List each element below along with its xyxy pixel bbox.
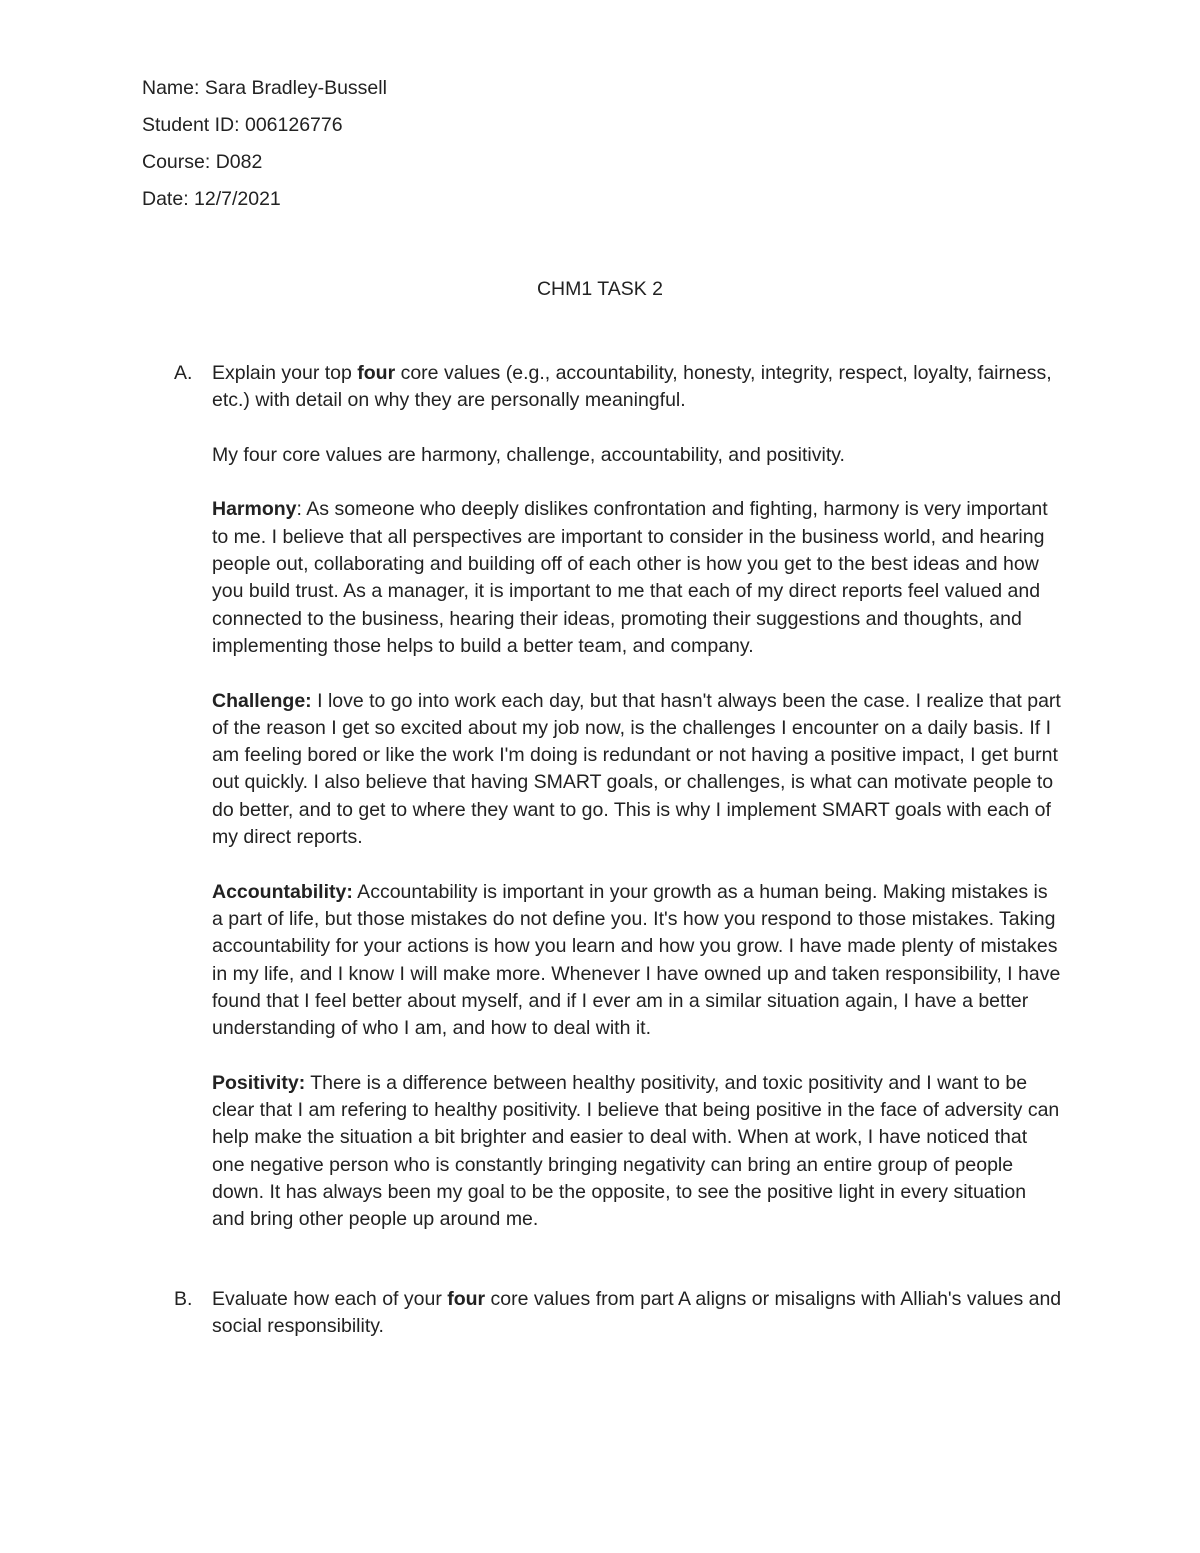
section-b-marker: B. <box>174 1288 193 1310</box>
value-text: I love to go into work each day, but that hasn't always been the case. I realize that part of the reason I get so excited about my job now, is the challenges I encounter on a daily basis. If I am feeling bored or like the work I'm doing is redundant or not having a positive impact, I get burnt out quickly. I also believe that having SMART goals, or challenges, is what can motivate people to do better, and to get to where they want to go. This is why I implement SMART goals with each of my direct reports. <box>212 689 1061 849</box>
section-a-body <box>212 360 1062 1234</box>
section-b-body <box>212 1286 1062 1341</box>
value-label: Accountability: <box>212 880 353 903</box>
value-label: Challenge: <box>212 689 312 712</box>
section-a-marker: A. <box>174 362 193 384</box>
section-b <box>142 1286 1062 1341</box>
submission-date: Date: 12/7/2021 <box>142 188 281 210</box>
section-b-prompt <box>212 1286 1062 1341</box>
value-separator: : <box>296 498 302 521</box>
document-title: CHM1 TASK 2 <box>536 278 664 300</box>
prompt-text: Explain your top <box>212 362 358 384</box>
student-id: Student ID: 006126776 <box>142 114 343 136</box>
value-accountability <box>212 879 1062 1043</box>
prompt-emphasis: four <box>447 1288 486 1310</box>
prompt-text: core values from part A aligns or misaligns with Alliah's values and social responsibility. <box>212 1288 1062 1338</box>
prompt-emphasis: four <box>357 362 396 384</box>
prompt-text: Evaluate how each of your <box>212 1288 448 1310</box>
student-name: Name: Sara Bradley-Bussell <box>142 77 387 99</box>
value-label: Positivity: <box>212 1071 306 1094</box>
value-positivity <box>212 1070 1062 1234</box>
student-info-block <box>142 70 387 218</box>
value-text: As someone who deeply dislikes confrontation and fighting, harmony is very important to me. I believe that all perspectives are important to consider in the business world, and hearing people out, collaborating and building off of each other is how you get to the best ideas and how you build trust. As a manager, it is important to me that each of my direct reports feel valued and connected to the business, hearing their ideas, promoting their suggestions and thoughts, and implementing those helps to build a better team, and company. <box>212 498 1048 657</box>
value-text: There is a difference between healthy positivity, and toxic positivity and I want to be clear that I am refering to healthy positivity. I believe that being positive in the face of adversity can help make the situation a bit brighter and easier to deal with. When at work, I have noticed that one negative person who is constantly bringing negativity can bring an entire group of people down. It has always been my goal to be the opposite, to see the positive light in every situation and bring other people up around me. <box>212 1071 1060 1231</box>
core-values-intro: My four core values are harmony, challenge, accountability, and positivity. <box>212 443 845 466</box>
course-code: Course: D082 <box>142 151 263 173</box>
prompt-text: core values (e.g., accountability, honesty, integrity, respect, loyalty, fairness, etc.) with detail on why they are personally meaningful. <box>212 362 1052 412</box>
value-harmony <box>212 496 1062 660</box>
value-text: Accountability is important in your growth as a human being. Making mistakes is a part of life, but those mistakes do not define you. It's how you respond to those mistakes. Taking accountability for your actions is how you learn and how you grow. I have made plenty of mistakes in my life, and I know I will make more. Whenever I have owned up and taken responsibility, I have found that I feel better about myself, and if I ever am in a similar situation again, I have a better understanding of who I am, and how to deal with it. <box>212 880 1061 1040</box>
section-a <box>142 360 1062 1234</box>
value-challenge <box>212 688 1062 852</box>
section-a-prompt <box>212 360 1062 415</box>
value-label: Harmony <box>212 498 297 521</box>
